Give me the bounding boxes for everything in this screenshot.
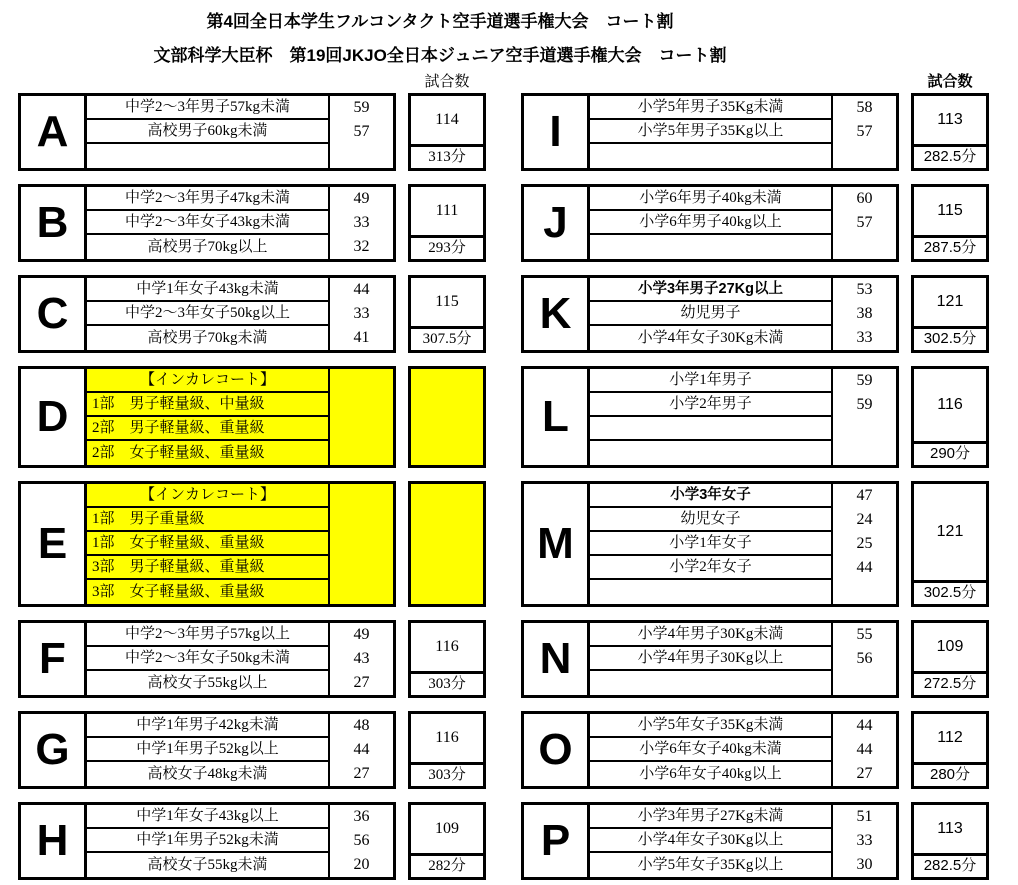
category-cell: 中学1年男子52kg未満 bbox=[87, 829, 328, 853]
category-cell: 1部 女子軽量級、重量級 bbox=[87, 532, 328, 556]
category-cell: 中学1年女子43kg以上 bbox=[87, 805, 328, 829]
court-letter: K bbox=[524, 278, 590, 350]
category-column bbox=[590, 805, 833, 877]
entry-count-cell: 27 bbox=[856, 765, 873, 782]
entry-count-cell: 36 bbox=[353, 808, 370, 825]
entry-count-cell bbox=[330, 369, 393, 393]
entry-count-cell bbox=[330, 508, 393, 532]
entry-count-cell: 51 bbox=[856, 808, 873, 825]
entry-count-cell: 33 bbox=[353, 214, 370, 231]
category-cell bbox=[590, 417, 831, 441]
category-column bbox=[590, 714, 833, 786]
entry-count-cell: 27 bbox=[353, 765, 370, 782]
category-cell: 小学4年男子30Kg未満 bbox=[590, 623, 831, 647]
category-cell: 中学2～3年男子47kg未満 bbox=[87, 187, 328, 211]
match-count-box bbox=[408, 366, 486, 468]
entry-count-cell: 33 bbox=[856, 329, 873, 346]
court-letter: D bbox=[21, 369, 87, 465]
category-cell: 小学5年女子35Kg以上 bbox=[637, 857, 784, 873]
category-cell: 小学1年女子 bbox=[590, 532, 831, 556]
match-count-box bbox=[408, 620, 486, 698]
category-cell: 小学1年男子 bbox=[590, 369, 831, 393]
entry-count-cell: 38 bbox=[856, 305, 873, 322]
match-total: 116 bbox=[914, 369, 986, 444]
court-block-B bbox=[18, 184, 486, 262]
category-cell: 小学6年男子40kg以上 bbox=[590, 211, 831, 235]
entry-count-cell: 24 bbox=[856, 511, 873, 528]
court-main-box bbox=[18, 620, 396, 698]
match-count-box bbox=[911, 481, 989, 607]
entry-count-cell: 59 bbox=[856, 372, 873, 389]
entry-count-cell bbox=[833, 144, 896, 168]
entry-count-cell bbox=[833, 441, 896, 465]
match-count-box bbox=[911, 711, 989, 789]
entry-count-column bbox=[833, 805, 896, 877]
entry-count-cell bbox=[833, 235, 896, 259]
category-column bbox=[590, 187, 833, 259]
match-duration: 272.5分 bbox=[923, 675, 977, 692]
match-count-box bbox=[408, 184, 486, 262]
entry-count-cell bbox=[330, 556, 393, 580]
category-cell bbox=[590, 235, 831, 259]
court-letter: F bbox=[21, 623, 87, 695]
entry-count-cell: 33 bbox=[856, 832, 873, 849]
match-count-label: 試合数 bbox=[424, 74, 470, 90]
entry-count-cell bbox=[330, 393, 393, 417]
match-duration bbox=[411, 444, 483, 465]
match-total: 113 bbox=[914, 805, 986, 856]
category-cell: 中学2～3年男子57kg未満 bbox=[87, 96, 328, 120]
court-main-box bbox=[521, 620, 899, 698]
court-main-box bbox=[18, 481, 396, 607]
match-total: 115 bbox=[914, 187, 986, 238]
category-cell bbox=[590, 144, 831, 168]
court-main-box bbox=[521, 275, 899, 353]
entry-count-cell bbox=[833, 671, 896, 695]
category-cell: 中学1年女子43kg未満 bbox=[87, 278, 328, 302]
column-header bbox=[521, 72, 989, 93]
category-column bbox=[590, 623, 833, 695]
category-cell: 1部 男子軽量級、中量級 bbox=[87, 393, 328, 417]
entry-count-cell: 30 bbox=[856, 856, 873, 873]
match-duration: 307.5分 bbox=[422, 331, 472, 347]
court-block-F bbox=[18, 620, 486, 698]
court-main-box bbox=[521, 481, 899, 607]
match-duration: 287.5分 bbox=[923, 239, 977, 256]
category-cell: 小学3年男子27Kg以上 bbox=[590, 278, 831, 302]
court-letter: M bbox=[524, 484, 590, 604]
entry-count-cell: 20 bbox=[353, 856, 370, 873]
entry-count-column bbox=[833, 278, 896, 350]
entry-count-cell: 47 bbox=[856, 487, 873, 504]
court-block-P bbox=[521, 802, 989, 880]
category-cell: 小学5年女子35Kg未満 bbox=[590, 714, 831, 738]
court-main-box bbox=[521, 711, 899, 789]
match-total: 114 bbox=[411, 96, 483, 147]
category-cell: 小学6年男子40kg未満 bbox=[590, 187, 831, 211]
match-total: 111 bbox=[411, 187, 483, 238]
court-block-C bbox=[18, 275, 486, 353]
court-letter: G bbox=[21, 714, 87, 786]
court-main-box bbox=[18, 275, 396, 353]
category-cell: 中学2～3年女子50kg未満 bbox=[87, 647, 328, 671]
entry-count-column bbox=[330, 278, 393, 350]
match-count-box bbox=[911, 802, 989, 880]
entry-count-cell: 53 bbox=[856, 281, 873, 298]
category-cell: 小学4年女子30Kg以上 bbox=[590, 829, 831, 853]
match-count-box bbox=[911, 184, 989, 262]
category-column bbox=[87, 805, 330, 877]
entry-count-column bbox=[330, 96, 393, 168]
court-main-box bbox=[18, 184, 396, 262]
court-main-box bbox=[18, 366, 396, 468]
category-column bbox=[87, 278, 330, 350]
match-total: 115 bbox=[411, 278, 483, 329]
court-block-I bbox=[521, 93, 989, 171]
match-total bbox=[411, 369, 483, 444]
match-duration: 280分 bbox=[929, 766, 971, 783]
court-letter: P bbox=[524, 805, 590, 877]
tournament-title-1: 第4回全日本学生フルコンタクト空手道選手権大会 コート割 bbox=[206, 12, 674, 31]
category-column bbox=[87, 623, 330, 695]
match-count-label: 試合数 bbox=[927, 73, 973, 90]
entry-count-cell bbox=[330, 441, 393, 465]
match-duration: 303分 bbox=[428, 676, 466, 692]
entry-count-cell: 56 bbox=[353, 832, 370, 849]
court-block-E bbox=[18, 481, 486, 607]
category-cell bbox=[87, 144, 328, 168]
entry-count-cell: 55 bbox=[856, 626, 873, 643]
court-main-box bbox=[18, 802, 396, 880]
match-total: 109 bbox=[914, 623, 986, 674]
court-main-box bbox=[18, 93, 396, 171]
match-duration: 302.5分 bbox=[923, 584, 977, 601]
court-block-G bbox=[18, 711, 486, 789]
entry-count-cell: 57 bbox=[856, 123, 873, 140]
entry-count-cell: 59 bbox=[353, 99, 370, 116]
match-count-box bbox=[408, 93, 486, 171]
entry-count-cell bbox=[330, 417, 393, 441]
entry-count-cell bbox=[330, 580, 393, 604]
match-count-box bbox=[408, 481, 486, 607]
court-column-right bbox=[521, 72, 989, 885]
entry-count-column bbox=[833, 623, 896, 695]
category-cell: 小学4年男子30Kg以上 bbox=[590, 647, 831, 671]
match-count-box bbox=[911, 366, 989, 468]
entry-count-column bbox=[833, 484, 896, 604]
match-count-box bbox=[911, 620, 989, 698]
category-column bbox=[87, 96, 330, 168]
entry-count-cell: 58 bbox=[856, 99, 873, 116]
match-duration: 293分 bbox=[428, 240, 466, 256]
court-main-box bbox=[18, 711, 396, 789]
match-total: 109 bbox=[411, 805, 483, 856]
entry-count-column bbox=[833, 96, 896, 168]
category-column bbox=[87, 484, 330, 604]
court-letter: J bbox=[524, 187, 590, 259]
entry-count-column bbox=[833, 369, 896, 465]
entry-count-column bbox=[833, 187, 896, 259]
match-total: 113 bbox=[914, 96, 986, 147]
court-column-left bbox=[18, 72, 486, 885]
match-duration: 303分 bbox=[428, 767, 466, 783]
category-cell: 中学2～3年女子43kg未満 bbox=[87, 211, 328, 235]
match-total bbox=[411, 484, 483, 583]
entry-count-cell bbox=[833, 580, 896, 604]
entry-count-cell: 60 bbox=[856, 190, 873, 207]
court-main-box bbox=[521, 366, 899, 468]
entry-count-cell: 25 bbox=[856, 535, 873, 552]
match-duration: 302.5分 bbox=[923, 330, 977, 347]
court-letter: B bbox=[21, 187, 87, 259]
category-cell: 高校女子55kg未満 bbox=[147, 857, 268, 873]
entry-count-cell bbox=[833, 417, 896, 441]
entry-count-cell: 44 bbox=[856, 559, 873, 576]
category-cell: 高校女子55kg以上 bbox=[147, 675, 268, 691]
entry-count-cell: 44 bbox=[353, 741, 370, 758]
court-block-A bbox=[18, 93, 486, 171]
court-block-O bbox=[521, 711, 989, 789]
match-count-box bbox=[408, 275, 486, 353]
match-total: 112 bbox=[914, 714, 986, 765]
match-count-box bbox=[408, 802, 486, 880]
category-cell: 小学6年女子40kg以上 bbox=[639, 766, 782, 782]
match-count-box bbox=[911, 275, 989, 353]
entry-count-cell bbox=[330, 484, 393, 508]
category-cell: 高校男子60kg未満 bbox=[87, 120, 328, 144]
category-cell: 高校男子70kg以上 bbox=[147, 239, 268, 255]
match-total: 116 bbox=[411, 714, 483, 765]
category-cell: 中学2～3年男子57kg以上 bbox=[87, 623, 328, 647]
court-main-box bbox=[521, 184, 899, 262]
court-letter: O bbox=[524, 714, 590, 786]
category-cell: 【インカレコート】 bbox=[87, 369, 328, 393]
category-cell: 3部 女子軽量級、重量級 bbox=[87, 580, 328, 604]
entry-count-cell: 44 bbox=[856, 717, 873, 734]
category-column bbox=[87, 714, 330, 786]
category-cell: 3部 男子軽量級、重量級 bbox=[87, 556, 328, 580]
entry-count-cell: 48 bbox=[353, 717, 370, 734]
category-cell: 小学6年女子40kg未満 bbox=[590, 738, 831, 762]
entry-count-cell: 33 bbox=[353, 305, 370, 322]
entry-count-column bbox=[330, 369, 393, 465]
category-column bbox=[590, 278, 833, 350]
match-duration: 282.5分 bbox=[923, 148, 977, 165]
category-cell: 小学5年男子35Kg以上 bbox=[590, 120, 831, 144]
entry-count-column bbox=[330, 484, 393, 604]
entry-count-cell: 56 bbox=[856, 650, 873, 667]
entry-count-cell: 41 bbox=[353, 329, 370, 346]
entry-count-cell bbox=[330, 144, 393, 168]
category-column bbox=[590, 96, 833, 168]
entry-count-cell: 49 bbox=[353, 190, 370, 207]
category-cell: 2部 女子軽量級、重量級 bbox=[87, 441, 328, 465]
category-cell: 小学2年男子 bbox=[590, 393, 831, 417]
court-block-M bbox=[521, 481, 989, 607]
category-cell: 小学2年女子 bbox=[590, 556, 831, 580]
category-cell: 【インカレコート】 bbox=[87, 484, 328, 508]
court-block-L bbox=[521, 366, 989, 468]
entry-count-column bbox=[330, 187, 393, 259]
entry-count-cell: 44 bbox=[353, 281, 370, 298]
court-letter: C bbox=[21, 278, 87, 350]
match-total: 121 bbox=[914, 278, 986, 329]
entry-count-cell: 59 bbox=[856, 396, 873, 413]
court-main-box bbox=[521, 802, 899, 880]
match-duration: 282.5分 bbox=[923, 857, 977, 874]
match-duration bbox=[411, 583, 483, 604]
category-cell: 高校女子48kg未満 bbox=[147, 766, 268, 782]
category-cell: 2部 男子軽量級、重量級 bbox=[87, 417, 328, 441]
court-letter: A bbox=[21, 96, 87, 168]
category-cell: 中学2～3年女子50kg以上 bbox=[87, 302, 328, 326]
column-header bbox=[18, 72, 486, 93]
category-column bbox=[590, 369, 833, 465]
court-block-H bbox=[18, 802, 486, 880]
entry-count-column bbox=[330, 805, 393, 877]
category-cell: 小学3年男子27Kg未満 bbox=[590, 805, 831, 829]
category-cell: 小学4年女子30Kg未満 bbox=[637, 330, 784, 346]
entry-count-cell: 27 bbox=[353, 674, 370, 691]
category-cell bbox=[590, 441, 831, 465]
entry-count-column bbox=[330, 714, 393, 786]
category-cell: 幼児男子 bbox=[590, 302, 831, 326]
match-count-box bbox=[911, 93, 989, 171]
entry-count-cell: 49 bbox=[353, 626, 370, 643]
court-main-box bbox=[521, 93, 899, 171]
match-total: 121 bbox=[914, 484, 986, 583]
entry-count-cell: 32 bbox=[353, 238, 370, 255]
match-total: 116 bbox=[411, 623, 483, 674]
category-cell: 小学5年男子35Kg未満 bbox=[590, 96, 831, 120]
entry-count-cell bbox=[330, 532, 393, 556]
category-column bbox=[590, 484, 833, 604]
match-count-box bbox=[408, 711, 486, 789]
entry-count-cell: 43 bbox=[353, 650, 370, 667]
category-cell: 高校男子70kg未満 bbox=[147, 330, 268, 346]
sheet-header bbox=[0, 0, 880, 66]
category-cell: 1部 男子重量級 bbox=[87, 508, 328, 532]
category-cell: 中学1年男子42kg未満 bbox=[87, 714, 328, 738]
court-block-D bbox=[18, 366, 486, 468]
match-duration: 290分 bbox=[929, 445, 971, 462]
entry-count-column bbox=[833, 714, 896, 786]
entry-count-column bbox=[330, 623, 393, 695]
match-duration: 282分 bbox=[428, 858, 466, 874]
court-letter: H bbox=[21, 805, 87, 877]
entry-count-cell: 57 bbox=[856, 214, 873, 231]
entry-count-cell: 44 bbox=[856, 741, 873, 758]
tournament-title-2: 文部科学大臣杯 第19回JKJO全日本ジュニア空手道選手権大会 コート割 bbox=[153, 46, 727, 65]
category-cell: 中学1年男子52kg以上 bbox=[87, 738, 328, 762]
court-columns bbox=[18, 72, 1018, 885]
court-block-N bbox=[521, 620, 989, 698]
category-cell bbox=[590, 580, 831, 604]
court-block-K bbox=[521, 275, 989, 353]
category-column bbox=[87, 187, 330, 259]
court-letter: L bbox=[524, 369, 590, 465]
category-cell: 幼児女子 bbox=[590, 508, 831, 532]
category-cell: 小学3年女子 bbox=[590, 484, 831, 508]
match-duration: 313分 bbox=[428, 149, 466, 165]
entry-count-cell: 57 bbox=[353, 123, 370, 140]
court-block-J bbox=[521, 184, 989, 262]
court-letter: E bbox=[21, 484, 87, 604]
category-column bbox=[87, 369, 330, 465]
category-cell bbox=[590, 671, 831, 695]
court-letter: N bbox=[524, 623, 590, 695]
court-letter: I bbox=[524, 96, 590, 168]
